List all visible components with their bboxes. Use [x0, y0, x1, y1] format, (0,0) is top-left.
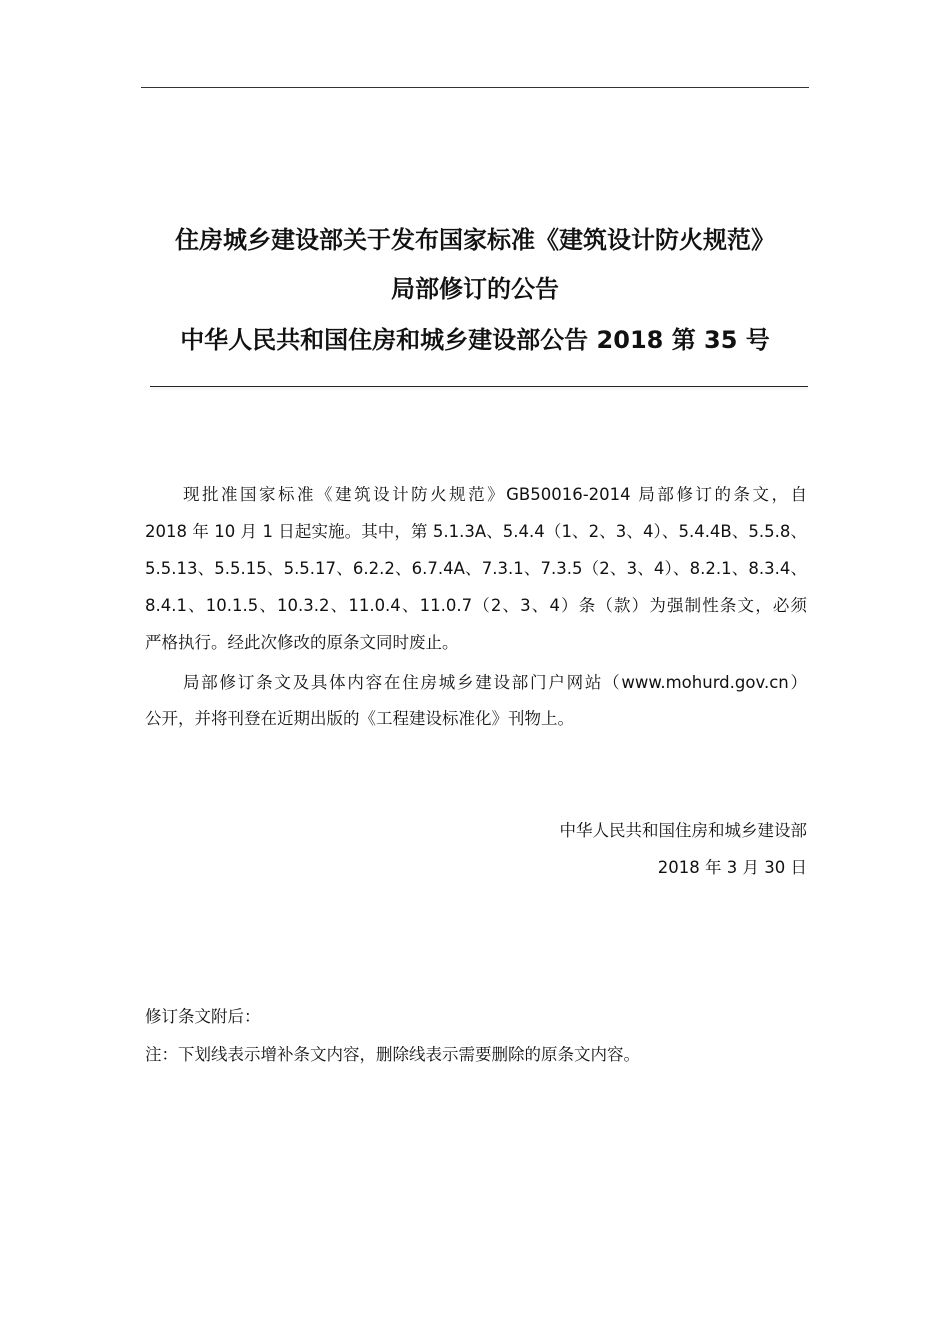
appendix-note: 注：下划线表示增补条文内容，删除线表示需要删除的原条文内容。	[145, 1045, 640, 1064]
document-title-line-1: 住房城乡建设部关于发布国家标准《建筑设计防火规范》	[175, 226, 775, 254]
header-rule	[141, 87, 809, 88]
appendix-heading: 修订条文附后：	[145, 1007, 261, 1026]
body-line: 严格执行。经此次修改的原条文同时废止。	[145, 633, 459, 652]
document-title-line-2: 局部修订的公告	[391, 275, 559, 303]
signature-date: 2018 年 3 月 30 日	[657, 858, 807, 877]
signature-organization: 中华人民共和国住房和城乡建设部	[559, 821, 807, 840]
announcement-number: 中华人民共和国住房和城乡建设部公告 2018 第 35 号	[180, 326, 770, 354]
body-line: 8.4.1、10.1.5、10.3.2、11.0.4、11.0.7（2、3、4）条（款）为强制性条文，必须	[145, 596, 807, 615]
body-line: 2018 年 10 月 1 日起实施。其中，第 5.1.3A、5.4.4（1、2、3、4）、5.4.4B、5.5.8、	[145, 522, 807, 541]
body-line: 5.5.13、5.5.15、5.5.17、6.2.2、6.7.4A、7.3.1、7.3.5（2、3、4）、8.2.1、8.3.4、	[145, 559, 807, 578]
title-divider	[150, 386, 808, 387]
body-line: 公开，并将刊登在近期出版的《工程建设标准化》刊物上。	[145, 709, 574, 728]
body-line: 局部修订条文及具体内容在住房城乡建设部门户网站（www.mohurd.gov.cn）	[183, 673, 807, 692]
body-line: 现批准国家标准《建筑设计防火规范》GB50016-2014 局部修订的条文，自	[183, 485, 807, 504]
